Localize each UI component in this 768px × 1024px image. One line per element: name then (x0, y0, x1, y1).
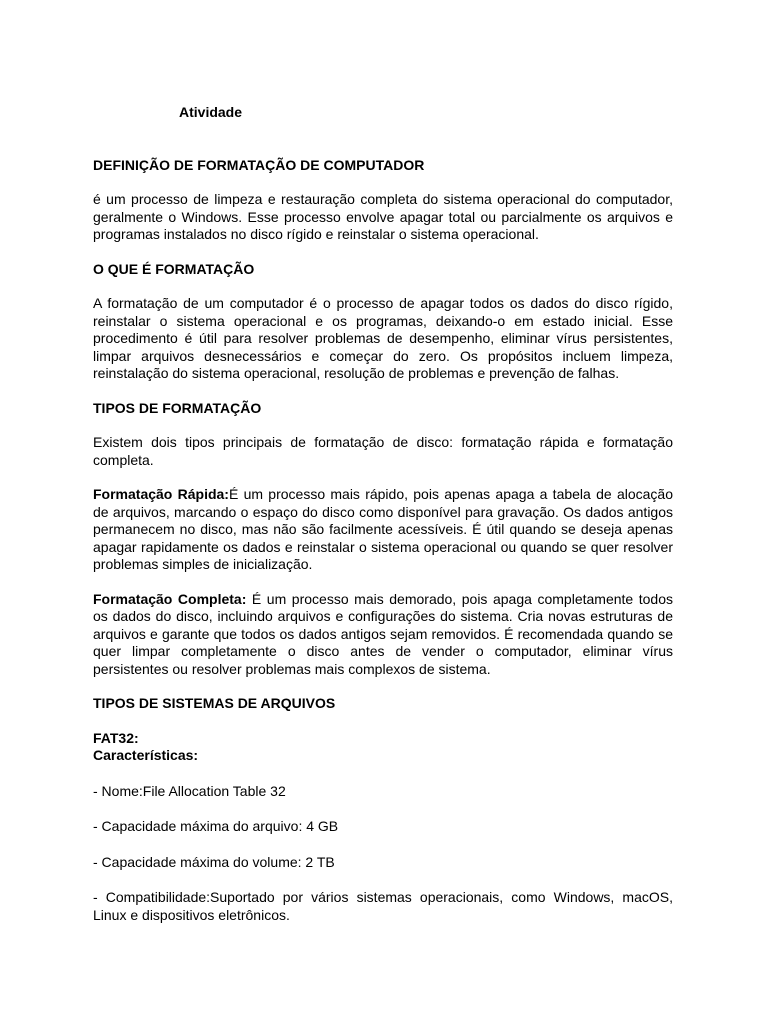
list-item-capacidade-arquivo: - Capacidade máxima do arquivo: 4 GB (93, 818, 339, 834)
paragraph-definicao: é um processo de limpeza e restauração completa do sistema operacional do computador, geralmente o Windows. Esse processo envolve apagar total ou parcialmente os arquivos e programas instalados no disco rígido e reinstalar o sistema operacional. (93, 191, 673, 242)
label-formatacao-rapida: Formatação Rápida: (93, 486, 229, 502)
paragraph-formatacao-rapida (93, 486, 673, 574)
text-formatacao-rapida: É um processo mais rápido, pois apenas apaga a tabela de alocação de arquivos, marcando o espaço do disco como disponível para gravação. Os dados antigos permanecem no disco, mas não são facilmente acessíveis. É útil quando se deseja apenas apagar rapidamente os dados e reinstalar o sistema operacional ou quando se quer resolver problemas simples de inicialização. (93, 486, 673, 572)
paragraph-tipos-intro: Existem dois tipos principais de formatação de disco: formatação rápida e formatação completa. (93, 434, 673, 468)
document-title: Atividade (179, 104, 243, 120)
list-item-nome: - Nome:File Allocation Table 32 (93, 782, 286, 799)
paragraph-formatacao-completa (93, 591, 673, 679)
heading-o-que-e: O QUE É FORMATAÇÃO (93, 260, 255, 277)
heading-definicao: DEFINIÇÃO DE FORMATAÇÃO DE COMPUTADOR (93, 156, 425, 173)
list-item-compatibilidade: - Compatibilidade:Suportado por vários sistemas operacionais, como Windows, macOS, Linux e dispositivos eletrônicos. (93, 889, 673, 923)
label-formatacao-completa: Formatação Completa: (93, 590, 247, 607)
heading-tipos-formatacao: TIPOS DE FORMATAÇÃO (93, 399, 262, 416)
label-caracteristicas: Características: (93, 747, 199, 763)
document-body (93, 104, 673, 924)
text-formatacao-completa: É um processo mais demorado, pois apaga completamente todos os dados do disco, incluindo arquivos e configurações do sistema. Cria novas estruturas de arquivos e garante que todos os dados antigos sejam removidos. É recomendada quando se quer limpar completamente o disco antes de vender o computador, eliminar vírus persistentes ou resolver problemas mais complexos de sistema. (93, 590, 673, 677)
list-item-capacidade-volume: - Capacidade máxima do volume: 2 TB (93, 853, 335, 870)
paragraph-o-que-e: A formatação de um computador é o processo de apagar todos os dados do disco rígido, reinstalar o sistema operacional e os programas, deixando-o em estado inicial. Esse procedimento é útil para resolver problemas de desempenho, eliminar vírus persistentes, limpar arquivos desnecessários e começar do zero. Os propósitos incluem limpeza, reinstalação do sistema operacional, resolução de problemas e prevenção de falhas. (93, 295, 673, 381)
label-fat32: FAT32: (93, 729, 139, 746)
heading-sistemas-arquivos: TIPOS DE SISTEMAS DE ARQUIVOS (93, 695, 336, 711)
